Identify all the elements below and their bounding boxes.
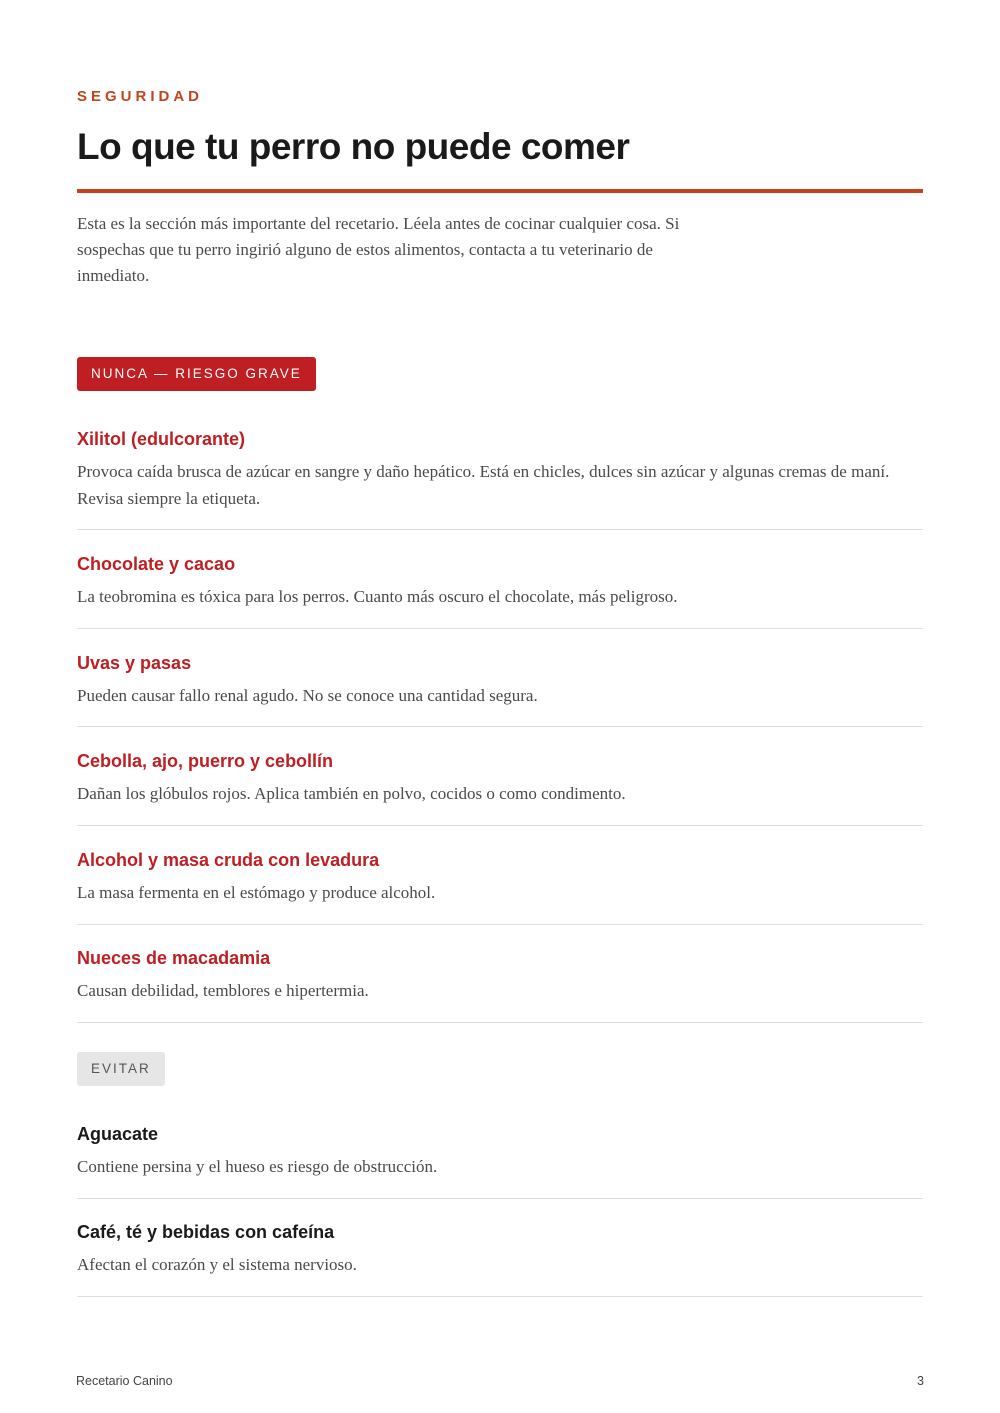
- avoid-item: [77, 1123, 923, 1180]
- item-divider: [77, 825, 923, 826]
- danger-item-desc: La teobromina es tóxica para los perros. Cuanto más oscuro el chocolate, más peligroso.: [77, 587, 678, 606]
- footer-book-title: Recetario Canino: [76, 1374, 173, 1388]
- danger-badge: NUNCA — RIESGO GRAVE: [77, 357, 316, 391]
- title-divider: [77, 189, 923, 193]
- item-divider: [77, 726, 923, 727]
- avoid-item-name: Aguacate: [77, 1124, 159, 1144]
- danger-item: [77, 849, 923, 906]
- danger-item-desc: Dañan los glóbulos rojos. Aplica también en polvo, cocidos o como condimento.: [77, 784, 626, 803]
- item-divider: [77, 1022, 923, 1023]
- item-divider: [77, 1198, 923, 1199]
- danger-item: [77, 652, 923, 709]
- intro-paragraph: Esta es la sección más importante del recetario. Léela antes de cocinar cualquier cosa. Si sospechas que tu perro ingirió alguno de estos alimentos, contacta a tu veterinario de inmediato.: [77, 214, 680, 285]
- avoid-badge: EVITAR: [77, 1052, 165, 1086]
- danger-item-name: Uvas y pasas: [77, 653, 192, 673]
- avoid-item-desc: Afectan el corazón y el sistema nervioso.: [77, 1255, 357, 1274]
- danger-item: [77, 750, 923, 807]
- avoid-item-desc: Contiene persina y el hueso es riesgo de obstrucción.: [77, 1157, 438, 1176]
- avoid-item: [77, 1221, 923, 1278]
- danger-item-name: Alcohol y masa cruda con levadura: [77, 850, 380, 870]
- danger-item-name: Chocolate y cacao: [77, 554, 236, 574]
- danger-item-name: Cebolla, ajo, puerro y cebollín: [77, 751, 334, 771]
- section-kicker: SEGURIDAD: [77, 88, 204, 105]
- danger-item-desc: Pueden causar fallo renal agudo. No se conoce una cantidad segura.: [77, 686, 538, 705]
- item-divider: [77, 529, 923, 530]
- danger-item-desc: Provoca caída brusca de azúcar en sangre y daño hepático. Está en chicles, dulces sin azúcar y algunas cremas de maní. Revisa siempre la etiqueta.: [77, 462, 890, 508]
- danger-item-desc: La masa fermenta en el estómago y produce alcohol.: [77, 883, 436, 902]
- danger-item: [77, 428, 923, 512]
- page-title: Lo que tu perro no puede comer: [77, 126, 630, 167]
- item-divider: [77, 924, 923, 925]
- avoid-item-name: Café, té y bebidas con cafeína: [77, 1222, 335, 1242]
- item-divider: [77, 1296, 923, 1297]
- danger-item-name: Nueces de macadamia: [77, 948, 271, 968]
- danger-item-desc: Causan debilidad, temblores e hipertermia.: [77, 981, 369, 1000]
- danger-item: [77, 947, 923, 1004]
- item-divider: [77, 628, 923, 629]
- footer-page-number: 3: [917, 1374, 924, 1388]
- danger-item: [77, 553, 923, 610]
- danger-item-name: Xilitol (edulcorante): [77, 429, 246, 449]
